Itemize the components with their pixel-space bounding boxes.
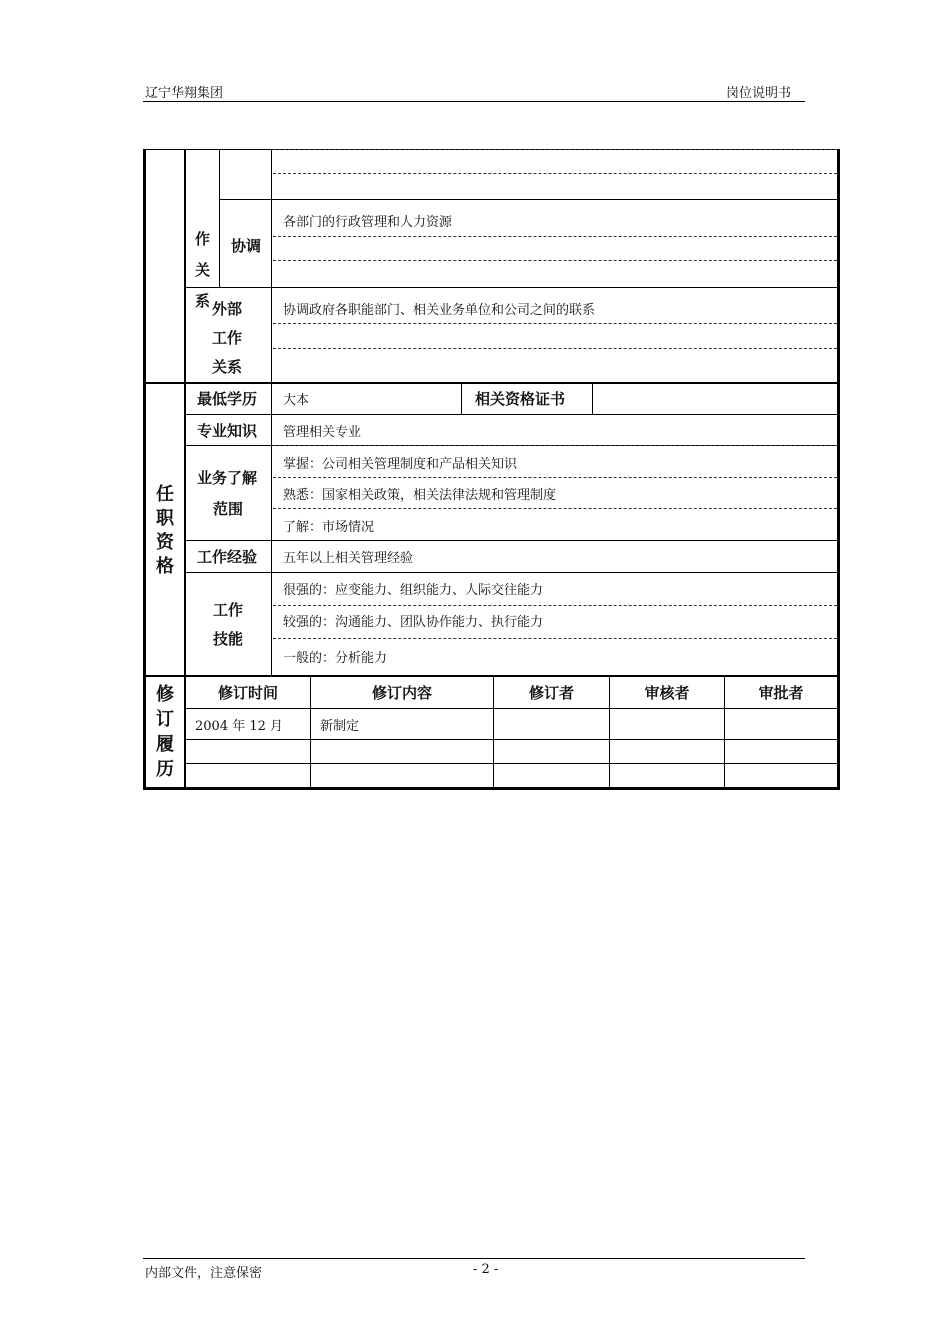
external-label: 工作: [212, 329, 243, 347]
section-char: 格: [156, 556, 174, 577]
business-label: 业务了解: [197, 469, 258, 487]
confidential-note: 内部文件，注意保密: [145, 1266, 263, 1281]
skills-item: 很强的：应变能力、组织能力、人际交往能力: [283, 583, 544, 598]
education-label: 最低学历: [197, 390, 258, 408]
education-value: 大本: [283, 393, 310, 408]
section-char: 关: [195, 261, 211, 279]
section-char: 履: [156, 734, 174, 755]
company-name: 辽宁华翔集团: [145, 86, 224, 101]
section-char: 任: [156, 484, 174, 505]
business-item: 了解：市场情况: [283, 520, 375, 535]
section-char: 修: [156, 684, 174, 705]
section-char: 职: [156, 508, 174, 529]
page-number: - 2 -: [473, 1262, 499, 1277]
page-footer: [143, 1258, 805, 1283]
job-description-table: [143, 149, 840, 790]
skills-label: 技能: [213, 630, 244, 648]
section-char: 系: [195, 292, 211, 310]
document-type: 岗位说明书: [725, 86, 791, 101]
skills-item: 较强的：沟通能力、团队协作能力、执行能力: [283, 615, 544, 630]
section-char: 历: [156, 759, 174, 780]
experience-value: 五年以上相关管理经验: [283, 551, 414, 566]
revision-header: 修订者: [528, 684, 574, 702]
business-label: 范围: [213, 500, 244, 518]
external-label: 外部: [212, 300, 243, 318]
business-item: 掌握：公司相关管理制度和产品相关知识: [283, 457, 518, 472]
knowledge-label: 专业知识: [197, 422, 258, 440]
page-header: [143, 82, 805, 102]
section-char: 订: [156, 709, 174, 730]
external-label: 关系: [212, 358, 243, 376]
revision-header: 修订时间: [217, 684, 278, 702]
knowledge-value: 管理相关专业: [283, 425, 362, 440]
revision-header: 审批者: [758, 684, 804, 702]
business-item: 熟悉：国家相关政策，相关法律法规和管理制度: [283, 488, 557, 503]
skills-item: 一般的：分析能力: [283, 651, 388, 666]
external-text: 协调政府各职能部门、相关业务单位和公司之间的联系: [283, 303, 596, 318]
certificate-label: 相关资格证书: [475, 390, 566, 408]
skills-label: 工作: [213, 601, 244, 619]
coordination-text: 各部门的行政管理和人力资源: [283, 215, 453, 230]
coordination-label: 协调: [231, 237, 262, 255]
section-char: 作: [195, 230, 211, 248]
revision-header: 修订内容: [371, 684, 432, 702]
experience-label: 工作经验: [197, 548, 258, 566]
revision-header: 审核者: [644, 684, 690, 702]
section-char: 资: [156, 532, 174, 553]
revision-cell: 新制定: [320, 719, 360, 734]
revision-cell: 2004 年 12 月: [195, 719, 284, 734]
